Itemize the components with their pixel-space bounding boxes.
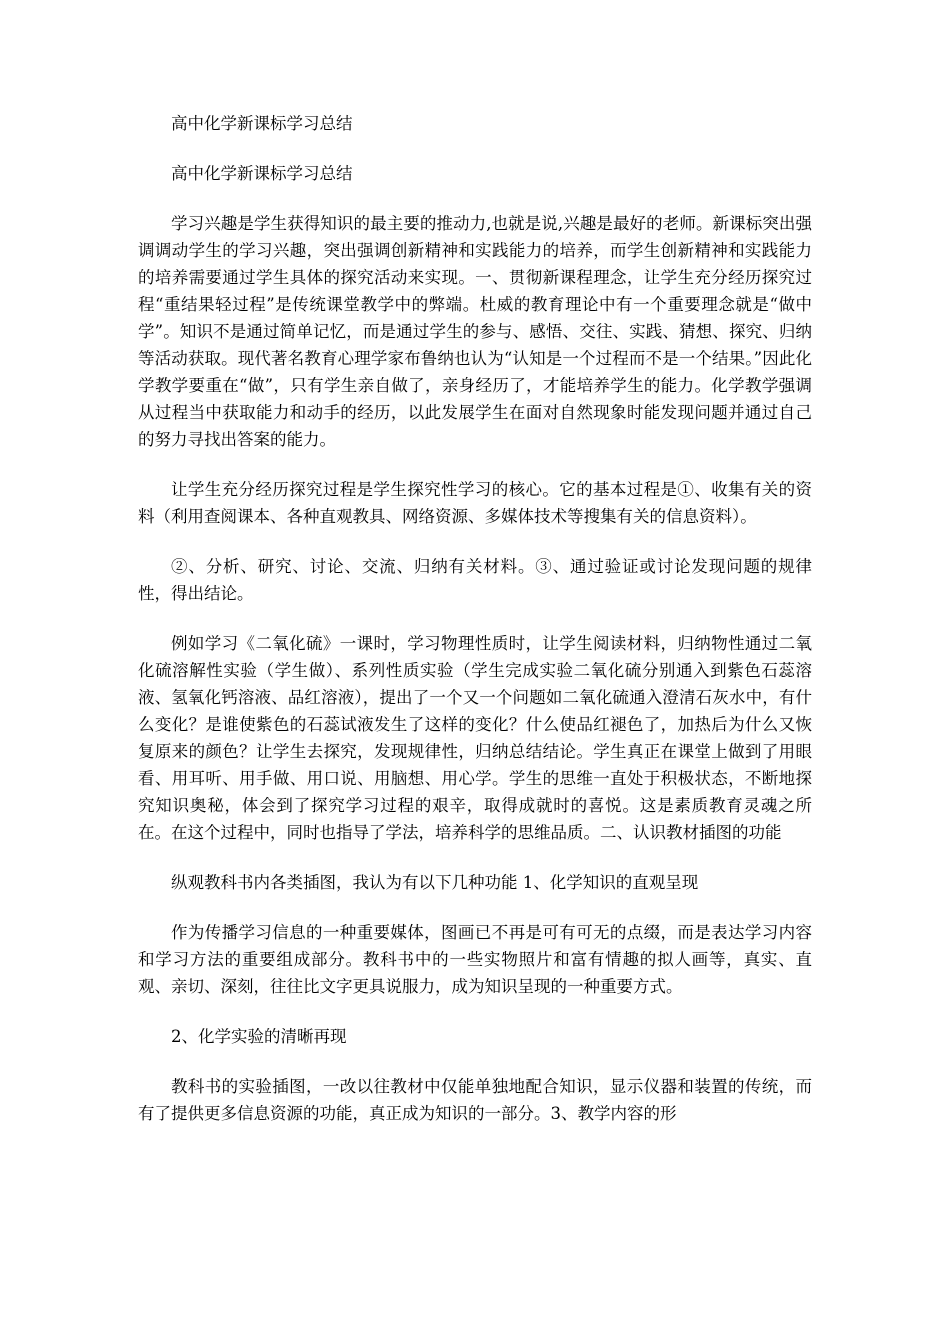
- document-title: 高中化学新课标学习总结: [171, 114, 353, 133]
- document-subtitle: 高中化学新课标学习总结: [171, 164, 353, 183]
- paragraph-1: 学习兴趣是学生获得知识的最主要的推动力,也就是说,兴趣是最好的老师。新课标突出强调调动学生的学习兴趣，突出强调创新精神和实践能力的培养，而学生创新精神和实践能力的培养需要通过学生具体的探究活动来实现。一、贯彻新课程理念，让学生充分经历探究过程“重结果轻过程”是传统课堂教学中的弊端。杜威的教育理论中有一个重要理念就是“做中学”。知识不是通过简单记忆，而是通过学生的参与、感悟、交往、实践、猜想、探究、归纳等活动获取。现代著名教育心理学家布鲁纳也认为“认知是一个过程而不是一个结果。”因此化学教学要重在“做”，只有学生亲自做了，亲身经历了，才能培养学生的能力。化学教学强调从过程当中获取能力和动手的经历，以此发展学生在面对自然现象时能发现问题并通过自己的努力寻找出答案的能力。: [138, 214, 812, 449]
- paragraph-6: 作为传播学习信息的一种重要媒体，图画已不再是可有可无的点缀，而是表达学习内容和学习方法的重要组成部分。教科书中的一些实物照片和富有情趣的拟人画等，真实、直观、亲切、深刻，往往比文字更具说服力，成为知识呈现的一种重要方式。: [138, 923, 812, 996]
- paragraph-2: 让学生充分经历探究过程是学生探究性学习的核心。它的基本过程是①、收集有关的资料（利用查阅课本、各种直观教具、网络资源、多媒体技术等搜集有关的信息资料）。: [138, 480, 812, 526]
- paragraph-5: 纵观教科书内各类插图，我认为有以下几种功能 1、化学知识的直观呈现: [171, 873, 699, 892]
- paragraph-3: ②、分析、研究、讨论、交流、归纳有关材料。③、通过验证或讨论发现问题的规律性，得出结论。: [138, 557, 812, 603]
- paragraph-8: 教科书的实验插图，一改以往教材中仅能单独地配合知识，显示仪器和装置的传统，而有了提供更多信息资源的功能，真正成为知识的一部分。3、教学内容的形: [138, 1077, 812, 1123]
- paragraph-7: 2、化学实验的清晰再现: [171, 1027, 347, 1046]
- paragraph-4: 例如学习《二氧化硫》一课时，学习物理性质时，让学生阅读材料，归纳物性通过二氧化硫溶解性实验（学生做）、系列性质实验（学生完成实验二氧化硫分别通入到紫色石蕊溶液、氢氧化钙溶液、品红溶液），提出了一个又一个问题如二氧化硫通入澄清石灰水中，有什么变化？是谁使紫色的石蕊试液发生了这样的变化？什么使品红褪色了，加热后为什么又恢复原来的颜色？让学生去探究，发现规律性，归纳总结结论。学生真正在课堂上做到了用眼看、用耳听、用手做、用口说、用脑想、用心学。学生的思维一直处于积极状态，不断地探究知识奥秘，体会到了探究学习过程的艰辛，取得成就时的喜悦。这是素质教育灵魂之所在。在这个过程中，同时也指导了学法，培养科学的思维品质。二、认识教材插图的功能: [138, 634, 812, 842]
- document-body: [138, 110, 812, 1150]
